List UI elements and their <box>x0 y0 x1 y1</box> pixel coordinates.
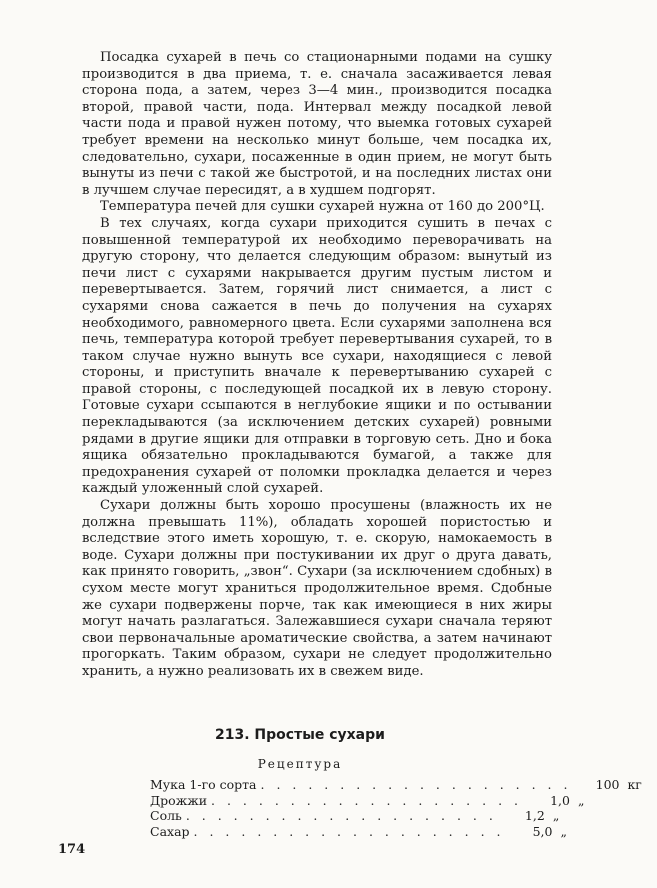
recipe-row <box>150 808 560 824</box>
section-subtitle: Рецептура <box>257 757 343 771</box>
body-text <box>82 50 552 681</box>
ingredient-unit: „ <box>560 823 567 839</box>
ingredient-name: Сахар <box>150 823 190 839</box>
paragraph: В тех случаях, когда сухари приходится сушить в печах с повышенной температурой их необходимо переворачивать на другую сторону, что делается следующим образом: вынутый из печи лист с сухарями накрывается другим пустым листом и перевертывается. Затем, горячий лист снимается, а лист с сухарями снова сажается в печь до получения на сухарях необходимого, равномерного цвета. Если сухарями заполнена вся печь, температура которой требует перевертывания сухарей, то в таком случае нужно вынуть все сухари, находящиеся с левой стороны, и приступить вначале к перевертыванию сухарей с правой стороны, с последующей посадкой их в левую сторону. Готовые сухари ссыпаются в неглубокие ящики и по остывании перекладываются (за исключением детских сухарей) ровными рядами в другие ящики для отправки в торговую сеть. Дно и бока ящика обязательно прокладываются бумагой, а также для предохранения сухарей от поломки прокладка делается и через каждый уложенный слой сухарей. <box>82 215 552 497</box>
section-title: 213. Простые сухари <box>215 727 385 743</box>
ingredient-amount: 1,2 <box>524 808 545 823</box>
ingredient-amount: 5,0 <box>532 823 553 839</box>
page-number: 174 <box>58 842 86 857</box>
ingredient-amount: 1,0 <box>550 792 570 808</box>
recipe-row <box>150 777 642 793</box>
ingredient-name: Соль <box>150 808 182 823</box>
ingredient-unit: „ <box>552 808 560 823</box>
leader-dots: . . . . . . . . . . . . . . . . . . . . <box>193 823 505 839</box>
ingredient-unit: кг <box>627 777 642 792</box>
recipe-row <box>150 823 567 840</box>
paragraph: Температура печей для сушки сухарей нужна от 160 до 200°Ц. <box>100 199 545 215</box>
ingredient-name: Мука 1-го сорта <box>150 777 257 792</box>
leader-dots: . . . . . . . . . . . . . . . . . . . . <box>260 777 572 792</box>
recipe-row <box>150 792 585 809</box>
ingredient-unit: „ <box>578 792 585 808</box>
paragraph: Сухари должны быть хорошо просушены (влажность их не должна превышать 11%), обладать хорошей пористостью и вследствие этого иметь хорошую, т. е. скорую, намокаемость в воде. Сухари должны при постукивании их друг о друга давать, как принято говорить, „звон“. Сухари (за исключением сдобных) в сухом месте могут храниться продолжительное время. Сдобные же сухари подвержены порче, так как имеющиеся в них жиры могут начать разлагаться. Залежавшиеся сухари сначала теряют свои первоначальные ароматические свойства, а затем начинают прогоркать. Таким образом, сухари не следует продолжительно хранить, а нужно реализовать их в свежем виде. <box>82 498 552 679</box>
paragraph: Посадка сухарей в печь со стационарными подами на сушку производится в два приема, т. е. сначала засаживается левая сторона пода, а затем, через 3—4 мин., производится посадка второй, правой части, пода. Интервал между посадкой левой части пода и правой нужен потому, что выемка готовых сухарей требует времени на несколько минут больше, чем посадка их, следовательно, сухари, посаженные в один прием, не могут быть вынуты из печи с такой же быстротой, и на последних листах они в лучшем случае пересидят, а в худшем подгорят. <box>82 50 552 198</box>
leader-dots: . . . . . . . . . . . . . . . . . . . . <box>211 792 522 808</box>
leader-dots: . . . . . . . . . . . . . . . . . . . . <box>185 808 497 823</box>
ingredient-amount: 100 <box>595 777 620 792</box>
ingredient-name: Дрожжи <box>150 792 208 808</box>
recipe-table <box>150 777 642 839</box>
